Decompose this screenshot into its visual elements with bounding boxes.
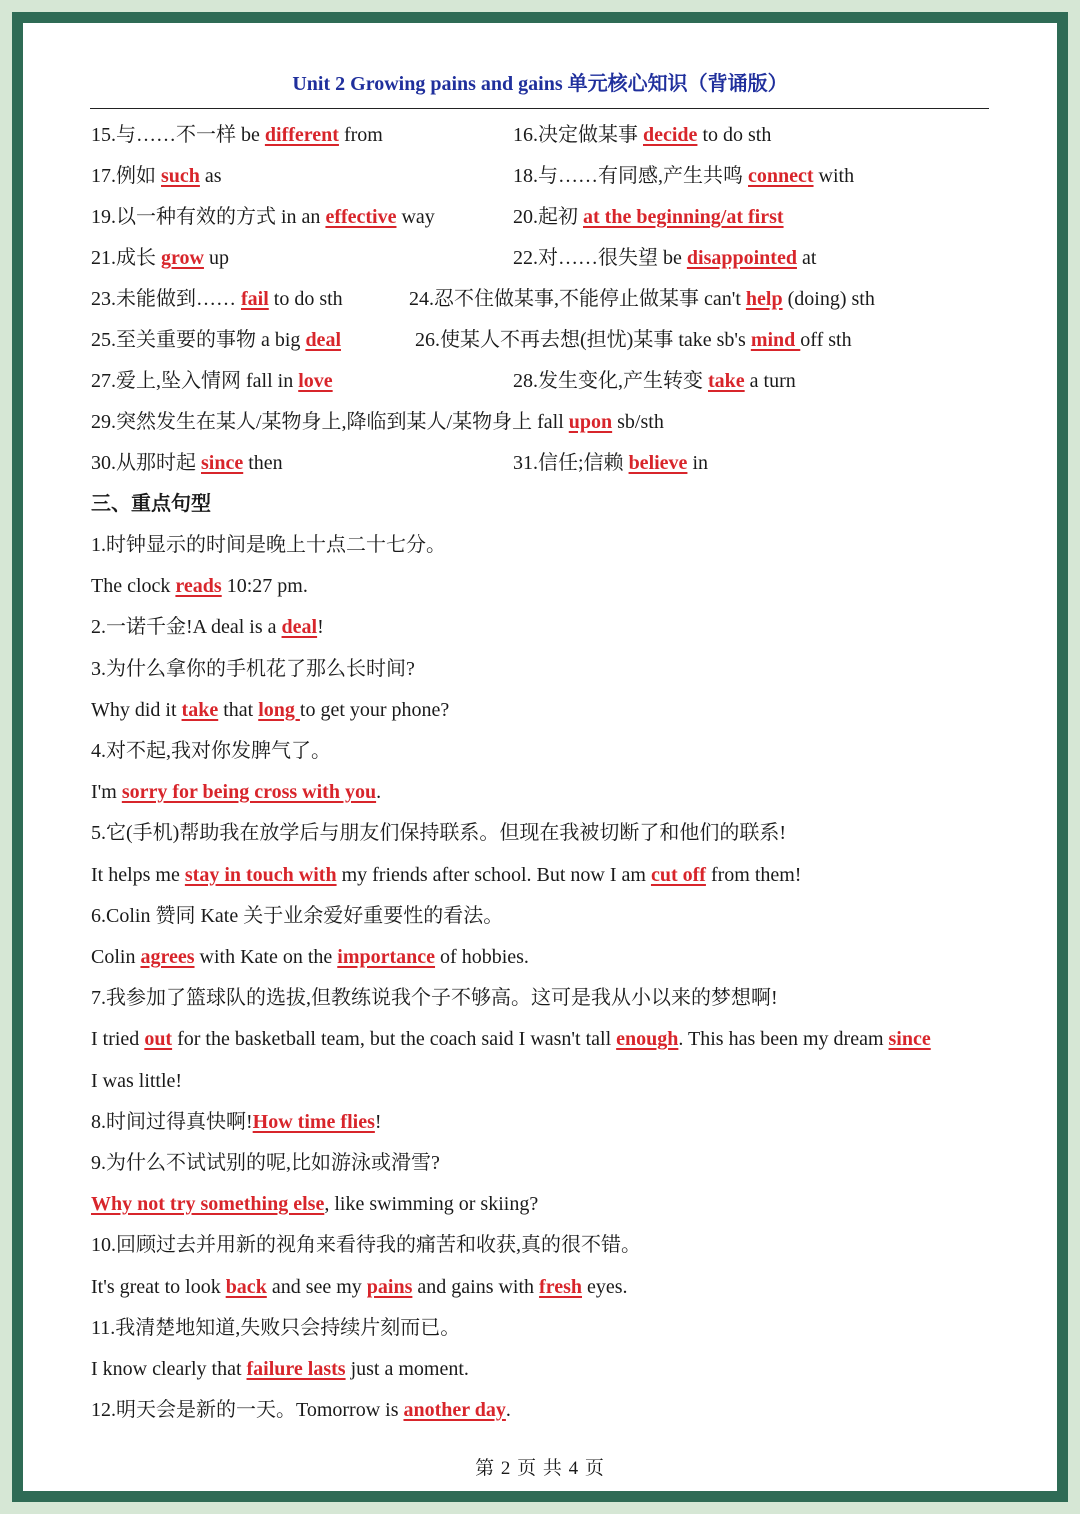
sentence-text: and see my [266, 1276, 367, 1298]
phrase-text: 17.例如 [91, 165, 161, 187]
phrase-row [23, 366, 1057, 396]
phrase-text: to do sth [268, 288, 343, 310]
sentence-text: 8.时间过得真快啊! [91, 1111, 253, 1133]
answer-blank: pains [366, 1276, 413, 1298]
answer-blank: importance [337, 946, 436, 968]
answer-blank: different [264, 124, 339, 146]
sentence-text: Why did it [91, 699, 182, 721]
sentence-text: of hobbies. [435, 946, 529, 968]
answer-blank: decide [643, 124, 698, 146]
sentence-text: I tried [91, 1028, 145, 1050]
sentence-line [91, 1313, 460, 1343]
answer-blank: grow [161, 247, 204, 269]
sentence-text: 1.时钟显示的时间是晚上十点二十七分。 [91, 534, 446, 556]
answer-blank: take [708, 370, 745, 392]
phrase-row [23, 243, 1057, 273]
sentence-text: . [505, 1399, 511, 1421]
sentence-text: Colin [91, 946, 141, 968]
phrase-row [23, 325, 1057, 355]
sentence-line [91, 860, 801, 890]
answer-blank: deal [305, 329, 341, 351]
answer-blank: since [201, 452, 244, 474]
phrase-text: a turn [744, 370, 796, 392]
phrase-text: then [243, 452, 283, 474]
phrase-text: 25.至关重要的事物 a big [91, 329, 306, 351]
answer-blank: mind [750, 329, 801, 351]
phrase-text: 20.起初 [513, 206, 583, 228]
answer-blank: since [888, 1028, 931, 1050]
phrase-text: 16.决定做某事 [513, 124, 643, 146]
sentence-line [91, 612, 324, 642]
sentence-line [91, 1148, 440, 1178]
sentence-line [91, 983, 778, 1013]
sentence-text: 10:27 pm. [221, 575, 308, 597]
sentence-text: 5.它(手机)帮助我在放学后与朋友们保持联系。但现在我被切断了和他们的联系! [91, 822, 786, 844]
sentence-text: ! [317, 616, 324, 638]
phrase-text: up [203, 247, 229, 269]
sentence-text: my friends after school. But now I am [336, 864, 651, 886]
sentence-text: with Kate on the [194, 946, 338, 968]
phrase-row [23, 407, 1057, 437]
answer-blank: long [258, 699, 300, 721]
sentence-text: 10.回顾过去并用新的视角来看待我的痛苦和收获,真的很不错。 [91, 1234, 641, 1256]
phrase-text: as [199, 165, 222, 187]
answer-blank: out [144, 1028, 173, 1050]
phrase-right [513, 161, 854, 191]
sentence-text: 11.我清楚地知道,失败只会持续片刻而已。 [91, 1317, 461, 1339]
sentence-line [91, 1395, 511, 1425]
sentence-text: I know clearly that [91, 1358, 247, 1380]
sentence-text: , like swimming or skiing? [324, 1193, 539, 1215]
sentence-text: 7.我参加了篮球队的选拔,但教练说我个子不够高。这可是我从小以来的梦想啊! [91, 987, 778, 1009]
sentence-line [91, 530, 446, 560]
sentence-line [91, 901, 503, 931]
phrase-text: 23.未能做到…… [91, 288, 241, 310]
sentence-text: It helps me [91, 864, 185, 886]
phrase-text: 18.与……有同感,产生共鸣 [513, 165, 748, 187]
phrase-text: 24.忍不住做某事,不能停止做某事 can't [409, 288, 746, 310]
sentence-text: and gains with [412, 1276, 540, 1298]
phrase-text: at [796, 247, 817, 269]
phrase-text: 19.以一种有效的方式 in an [91, 206, 326, 228]
sentence-line [91, 1107, 382, 1137]
phrase-right [513, 448, 708, 478]
sentence-text: It's great to look [91, 1276, 226, 1298]
sentence-line [91, 695, 449, 725]
phrase-row [23, 161, 1057, 191]
phrase-left [91, 202, 435, 232]
phrase-left [91, 243, 229, 273]
answer-blank: effective [325, 206, 397, 228]
answer-blank: stay in touch with [184, 864, 337, 886]
phrase-left [91, 407, 664, 437]
answer-blank: agrees [140, 946, 195, 968]
sentence-text: 12.明天会是新的一天。Tomorrow is [91, 1399, 404, 1421]
sentence-text: for the basketball team, but the coach said I wasn't tall [172, 1028, 617, 1050]
sentence-line [91, 571, 308, 601]
answer-blank: fail [241, 288, 269, 310]
answer-blank: deal [281, 616, 318, 638]
phrase-left [91, 161, 222, 191]
phrase-left [91, 120, 383, 150]
sentence-text: ! [374, 1111, 382, 1133]
phrase-left [91, 284, 343, 314]
sentence-text: I was little! [91, 1070, 183, 1092]
answer-blank: help [745, 288, 783, 310]
answer-blank: failure lasts [246, 1358, 346, 1380]
answer-blank: How time flies [252, 1111, 375, 1133]
sentence-text: 9.为什么不试试别的呢,比如游泳或滑雪? [91, 1152, 440, 1174]
phrase-row [23, 202, 1057, 232]
answer-blank: love [298, 370, 333, 392]
sentence-text: to get your phone? [299, 699, 450, 721]
sentence-text: . This has been my dream [678, 1028, 889, 1050]
phrase-text: 21.成长 [91, 247, 161, 269]
sentence-line [91, 654, 415, 684]
phrase-right [415, 325, 852, 355]
phrase-left [91, 448, 283, 478]
answer-blank: such [161, 165, 200, 187]
answer-blank: cut off [650, 864, 706, 886]
phrase-row [23, 120, 1057, 150]
phrase-right [409, 284, 875, 314]
phrase-text: from [338, 124, 383, 146]
phrase-right [513, 120, 771, 150]
phrase-text: sb/sth [612, 411, 664, 433]
answer-blank: back [225, 1276, 267, 1298]
sentence-line [91, 942, 529, 972]
answer-blank: enough [616, 1028, 679, 1050]
phrase-text: 22.对……很失望 be [513, 247, 687, 269]
answer-blank: take [181, 699, 219, 721]
phrase-text: in [687, 452, 708, 474]
sentence-text: just a moment. [345, 1358, 469, 1380]
answer-blank: believe [628, 452, 688, 474]
phrase-text: 29.突然发生在某人/某物身上,降临到某人/某物身上 fall [91, 411, 569, 433]
sentence-line [91, 1066, 182, 1096]
sentence-text: 3.为什么拿你的手机花了那么长时间? [91, 658, 415, 680]
answer-blank: another day [403, 1399, 506, 1421]
phrase-text: 31.信任;信赖 [513, 452, 629, 474]
header-divider [90, 108, 989, 109]
phrase-text: 26.使某人不再去想(担忧)某事 take sb's [415, 329, 751, 351]
sentence-text: 2.一诺千金!A deal is a [91, 616, 282, 638]
phrase-right [513, 202, 784, 232]
answer-blank: connect [748, 165, 814, 187]
sentence-line [91, 736, 331, 766]
sentence-text: I'm [91, 781, 122, 803]
sentence-line [91, 1272, 628, 1302]
phrase-row [23, 448, 1057, 478]
phrase-row [23, 284, 1057, 314]
sentence-text: The clock [91, 575, 176, 597]
sentence-text: that [218, 699, 259, 721]
sentence-line [91, 1024, 931, 1054]
phrase-left [91, 325, 341, 355]
phrase-text: 27.爱上,坠入情网 fall in [91, 370, 299, 392]
sentence-text: 4.对不起,我对你发脾气了。 [91, 740, 331, 762]
phrase-text: 28.发生变化,产生转变 [513, 370, 708, 392]
phrase-left [91, 366, 333, 396]
phrase-text: way [396, 206, 435, 228]
sentence-text: from them! [705, 864, 802, 886]
phrase-text: (doing) sth [782, 288, 875, 310]
answer-blank: at the beginning/at first [583, 206, 784, 228]
phrase-text: to do sth [697, 124, 772, 146]
sentence-line [91, 777, 381, 807]
answer-blank: Why not try something else [91, 1193, 325, 1215]
answer-blank: sorry for being cross with you [121, 781, 377, 803]
phrase-text: 30.从那时起 [91, 452, 201, 474]
phrase-text: with [813, 165, 855, 187]
phrase-right [513, 366, 796, 396]
phrase-text: off sth [800, 329, 852, 351]
sentence-text: 6.Colin 赞同 Kate 关于业余爱好重要性的看法。 [91, 905, 504, 927]
page-header-title: Unit 2 Growing pains and gains 单元核心知识（背诵版） [292, 73, 788, 95]
phrase-text: 15.与……不一样 be [91, 124, 265, 146]
document-page [23, 23, 1057, 1491]
sentence-line [91, 1189, 538, 1219]
sentence-text: eyes. [582, 1276, 628, 1298]
answer-blank: upon [568, 411, 613, 433]
answer-blank: fresh [539, 1276, 583, 1298]
sentence-line [91, 1354, 469, 1384]
sentence-line [91, 1230, 641, 1260]
section-heading: 三、重点句型 [91, 493, 211, 515]
sentence-text: . [376, 781, 382, 803]
sentence-line [91, 818, 786, 848]
answer-blank: reads [175, 575, 222, 597]
phrase-right [513, 243, 816, 273]
page-footer: 第 2 页 共 4 页 [475, 1458, 605, 1479]
answer-blank: disappointed [686, 247, 797, 269]
